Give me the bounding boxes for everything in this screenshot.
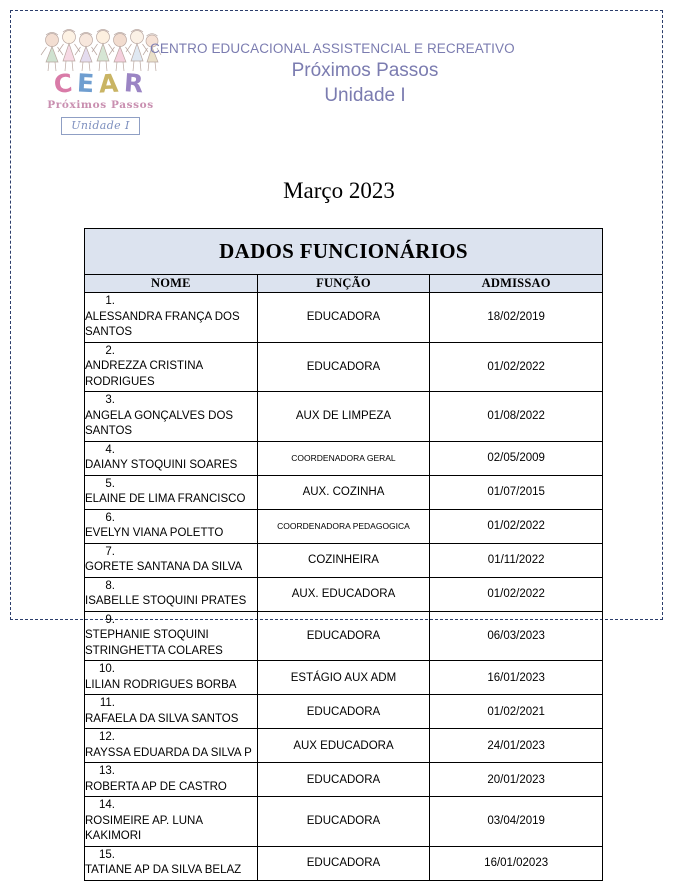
- table-row: [85, 342, 603, 392]
- employee-name: ROBERTA AP DE CASTRO: [85, 780, 227, 793]
- table-row: [85, 475, 603, 509]
- table-row: [85, 392, 603, 442]
- cell-funcao: AUX. COZINHA: [257, 475, 430, 509]
- table-row: [85, 729, 603, 763]
- table-row: [85, 441, 603, 475]
- cell-nome: [85, 392, 258, 442]
- row-number: 1.: [105, 295, 115, 307]
- row-number: 12.: [99, 731, 115, 743]
- employee-name: ANDREZZA CRISTINA RODRIGUES: [85, 360, 203, 388]
- organization-name-line: CENTRO EDUCACIONAL ASSISTENCIAL E RECREATIVO: [150, 41, 515, 56]
- employee-name: EVELYN VIANA POLETTO: [85, 527, 224, 539]
- row-number: 9.: [105, 613, 115, 626]
- employee-name: GORETE SANTANA DA SILVA: [85, 561, 243, 573]
- cell-admissao: 01/11/2022: [430, 543, 603, 577]
- table-row: [85, 695, 603, 729]
- cell-nome: [85, 441, 258, 475]
- organization-program-line: Próximos Passos: [291, 60, 439, 81]
- cell-admissao: 24/01/2023: [430, 729, 603, 763]
- employee-name: DAIANY STOQUINI SOARES: [85, 459, 238, 471]
- cell-nome: [85, 695, 258, 729]
- row-number: 5.: [105, 477, 115, 490]
- cell-nome: [85, 293, 258, 343]
- table-column-header-row: [85, 275, 603, 293]
- logo-subtitle: Próximos Passos: [47, 99, 154, 111]
- cell-nome: [85, 509, 258, 543]
- cell-admissao: 01/08/2022: [430, 392, 603, 442]
- cell-nome: [85, 846, 258, 880]
- employee-name: ROSIMEIRE AP. LUNA KAKIMORI: [85, 814, 203, 842]
- cell-funcao: EDUCADORA: [257, 611, 430, 661]
- row-number: 2.: [105, 344, 115, 357]
- cell-funcao: COORDENADORA GERAL: [257, 441, 430, 475]
- row-number: 10.: [99, 663, 115, 675]
- table-row: [85, 577, 603, 611]
- cell-nome: [85, 729, 258, 763]
- cell-admissao: 16/01/02023: [430, 846, 603, 880]
- month-title: Março 2023: [283, 178, 395, 203]
- cell-nome: [85, 342, 258, 392]
- table-row: [85, 797, 603, 847]
- staff-table: [84, 228, 603, 881]
- cell-funcao: EDUCADORA: [257, 695, 430, 729]
- cell-funcao: EDUCADORA: [257, 342, 430, 392]
- logo-unit-badge-wrap: [38, 116, 163, 135]
- logo-letter-c: C: [52, 67, 79, 100]
- cell-admissao: 01/02/2022: [430, 577, 603, 611]
- table-row: [85, 763, 603, 797]
- row-number: 11.: [99, 697, 115, 709]
- table-row: [85, 509, 603, 543]
- cell-nome: [85, 797, 258, 847]
- cell-admissao: 01/02/2022: [430, 342, 603, 392]
- organization-logo: [38, 28, 163, 136]
- row-number: 6.: [105, 511, 115, 524]
- row-number: 7.: [105, 545, 115, 558]
- cell-nome: [85, 577, 258, 611]
- logo-letter-a: A: [98, 68, 125, 99]
- table-banner-title: DADOS FUNCIONÁRIOS: [85, 229, 603, 275]
- cell-funcao: EDUCADORA: [257, 797, 430, 847]
- logo-acronym: [42, 67, 160, 100]
- table-row: [85, 543, 603, 577]
- table-row: [85, 611, 603, 661]
- row-number: 13.: [99, 765, 115, 777]
- cell-nome: [85, 661, 258, 695]
- cell-funcao: AUX. EDUCADORA: [257, 577, 430, 611]
- cell-funcao: COORDENADORA PEDAGOGICA: [257, 509, 430, 543]
- cell-nome: [85, 543, 258, 577]
- cell-funcao: ESTÁGIO AUX ADM: [257, 661, 430, 695]
- employee-name: ANGELA GONÇALVES DOS SANTOS: [85, 409, 234, 437]
- row-number: 3.: [105, 394, 115, 406]
- employee-name: ISABELLE STOQUINI PRATES: [85, 595, 247, 607]
- column-header-nome: NOME: [85, 275, 258, 293]
- children-drawing-icon: [38, 28, 163, 74]
- employee-name: RAYSSA EDUARDA DA SILVA P: [85, 746, 252, 759]
- table-row: [85, 846, 603, 880]
- cell-admissao: 20/01/2023: [430, 763, 603, 797]
- column-header-admissao: ADMISSAO: [430, 275, 603, 293]
- employee-name: ELAINE DE LIMA FRANCISCO: [85, 493, 246, 505]
- table-banner-row: [85, 229, 603, 275]
- row-number: 14.: [99, 799, 115, 811]
- document-header: [0, 24, 678, 134]
- cell-admissao: 16/01/2023: [430, 661, 603, 695]
- cell-admissao: 03/04/2019: [430, 797, 603, 847]
- employee-name: RAFAELA DA SILVA SANTOS: [85, 712, 239, 725]
- cell-funcao: EDUCADORA: [257, 763, 430, 797]
- cell-nome: [85, 763, 258, 797]
- employee-name: TATIANE AP DA SILVA BELAZ: [85, 864, 242, 876]
- row-number: 4.: [105, 443, 115, 456]
- logo-letter-e: E: [76, 68, 101, 99]
- cell-admissao: 01/02/2022: [430, 509, 603, 543]
- table-row: [85, 661, 603, 695]
- organization-unit-line: Unidade I: [324, 85, 406, 106]
- cell-nome: [85, 611, 258, 661]
- cell-nome: [85, 475, 258, 509]
- cell-admissao: 06/03/2023: [430, 611, 603, 661]
- cell-funcao: COZINHEIRA: [257, 543, 430, 577]
- cell-funcao: EDUCADORA: [257, 846, 430, 880]
- cell-admissao: 01/02/2021: [430, 695, 603, 729]
- staff-table-container: [84, 228, 603, 881]
- cell-funcao: AUX DE LIMPEZA: [257, 392, 430, 442]
- logo-unit-badge: Unidade I: [61, 117, 139, 135]
- table-row: [85, 293, 603, 343]
- column-header-funcao: FUNÇÃO: [257, 275, 430, 293]
- cell-funcao: EDUCADORA: [257, 293, 430, 343]
- row-number: 8.: [105, 579, 115, 592]
- employee-name: STEPHANIE STOQUINI STRINGHETTA COLARES: [85, 629, 223, 657]
- cell-admissao: 02/05/2009: [430, 441, 603, 475]
- organization-title-block: [150, 40, 580, 108]
- employee-name: ALESSANDRA FRANÇA DOS SANTOS: [85, 310, 240, 338]
- row-number: 15.: [99, 848, 115, 861]
- cell-funcao: AUX EDUCADORA: [257, 729, 430, 763]
- cell-admissao: 01/07/2015: [430, 475, 603, 509]
- employee-name: LILIAN RODRIGUES BORBA: [85, 678, 237, 691]
- logo-letter-r: R: [122, 68, 150, 99]
- cell-admissao: 18/02/2019: [430, 293, 603, 343]
